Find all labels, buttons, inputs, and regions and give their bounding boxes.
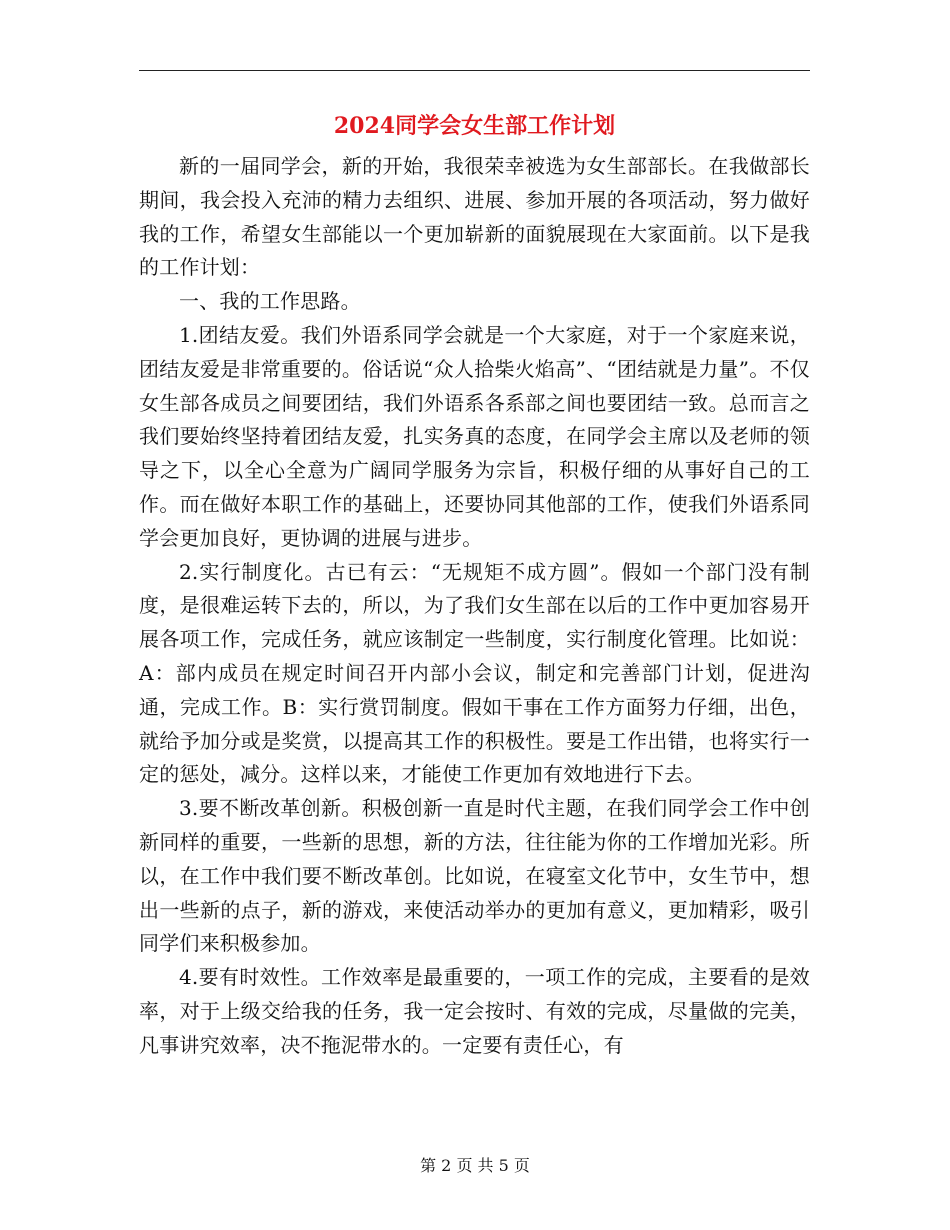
item-1-paragraph: 1.团结友爱。我们外语系同学会就是一个大家庭，对于一个家庭来说，团结友爱是非常重要的。俗话说“众人拾柴火焰高”、“团结就是力量”。不仅女生部各成员之间要团结，我们外语系各系部之间也要团结一致。总而言之我们要始终坚持着团结友爱，扎实务真的态度，在同学会主席以及老师的领导之下，以全心全意为广阔同学服务为宗旨，积极仔细的从事好自己的工作。而在做好本职工作的基础上，还要协同其他部的工作，使我们外语系同学会更加良好，更协调的进展与进步。 <box>139 322 810 550</box>
page-number-footer: 第 2 页 共 5 页 <box>420 1156 530 1175</box>
item-3-paragraph: 3.要不断改革创新。积极创新一直是时代主题，在我们同学会工作中创新同样的重要，一些新的思想，新的方法，往往能为你的工作增加光彩。所以，在工作中我们要不断改革创。比如说，在寝室文化节中，女生节中，想出一些新的点子，新的游戏，来使活动举办的更加有意义，更加精彩，吸引同学们来积极参加。 <box>139 796 810 956</box>
document-title: 2024同学会女生部工作计划 <box>333 113 616 139</box>
header-rule <box>139 70 810 71</box>
document-body <box>139 150 810 1063</box>
intro-paragraph: 新的一届同学会，新的开始，我很荣幸被选为女生部部长。在我做部长期间，我会投入充沛的精力去组织、进展、参加开展的各项活动，努力做好我的工作，希望女生部能以一个更加崭新的面貌展现在大家面前。以下是我的工作计划： <box>139 154 810 280</box>
item-4-paragraph: 4.要有时效性。工作效率是最重要的，一项工作的完成，主要看的是效率，对于上级交给我的任务，我一定会按时、有效的完成，尽量做的完美，凡事讲究效率，决不拖泥带水的。一定要有责任心，有 <box>139 965 810 1057</box>
section-heading: 一、我的工作思路。 <box>179 289 361 314</box>
item-2-paragraph: 2.实行制度化。古已有云：“无规矩不成方圆”。假如一个部门没有制度，是很难运转下去的，所以，为了我们女生部在以后的工作中更加容易开展各项工作，完成任务，就应该制定一些制度，实行制度化管理。比如说：A：部内成员在规定时间召开内部小会议，制定和完善部门计划，促进沟通，完成工作。B：实行赏罚制度。假如干事在工作方面努力仔细，出色，就给予加分或是奖赏，以提高其工作的积极性。要是工作出错，也将实行一定的惩处，减分。这样以来，才能使工作更加有效地进行下去。 <box>139 559 810 787</box>
